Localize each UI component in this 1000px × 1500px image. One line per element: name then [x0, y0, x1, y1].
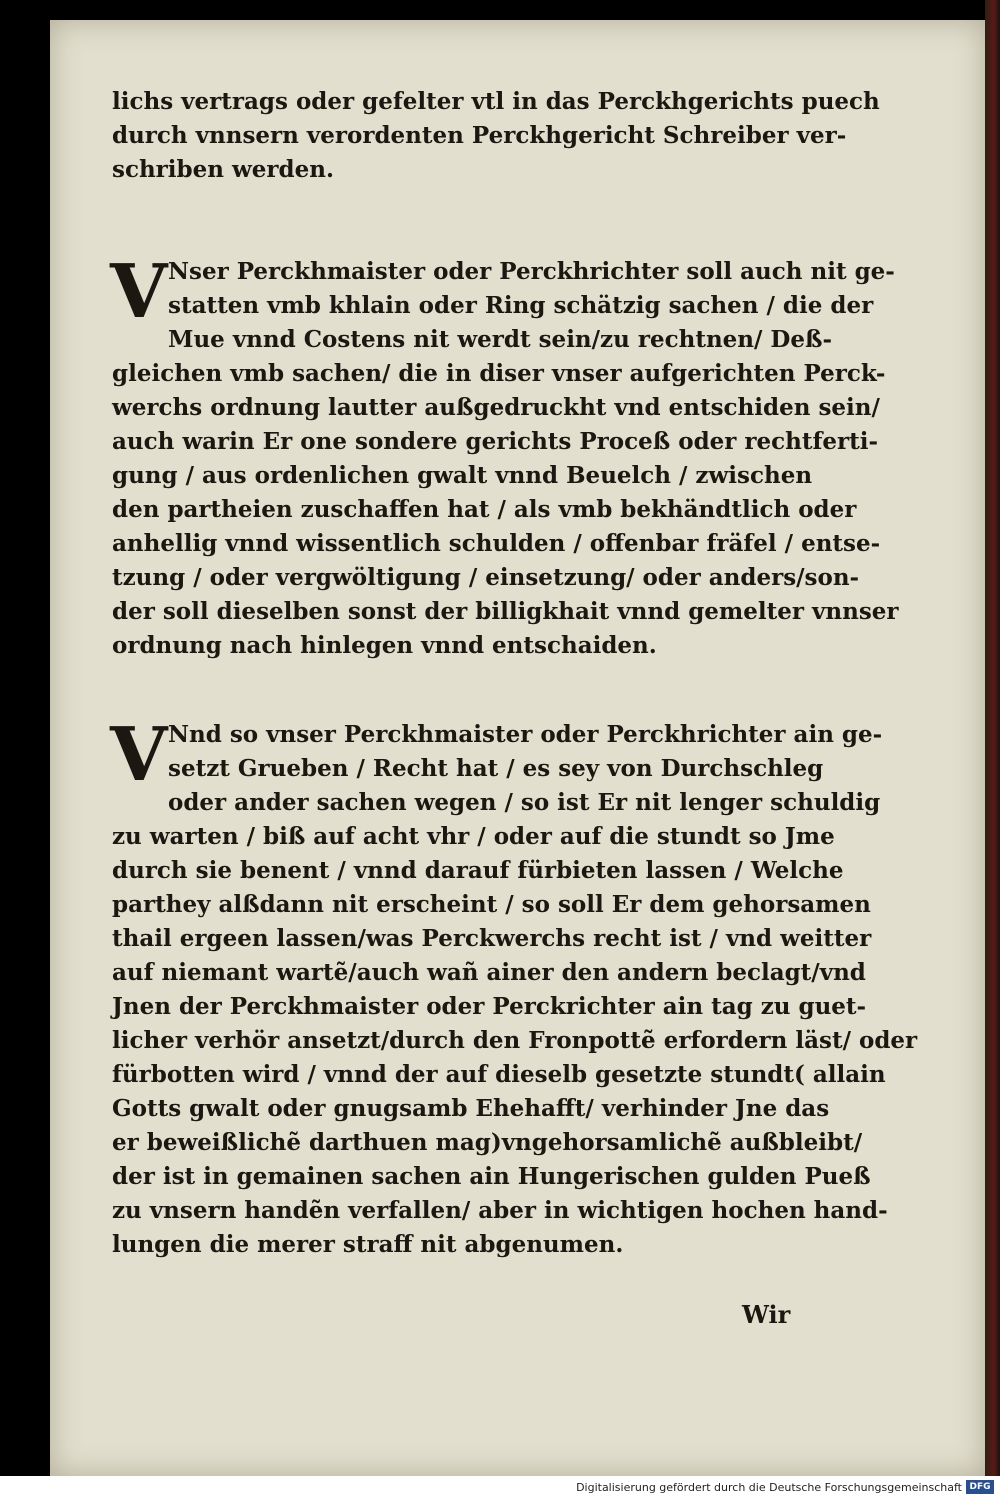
text-line: fürbotten wird / vnnd der auf dieselb gesetzte stundt( allain — [112, 1061, 886, 1088]
text-line: ordnung nach hinlegen vnnd entschaiden. — [112, 632, 657, 659]
text-line: zu warten / biß auf acht vhr / oder auf die stundt so Jme — [112, 823, 835, 850]
text-line: anhellig vnnd wissentlich schulden / offenbar fräfel / entse- — [112, 530, 881, 557]
text-line: durch vnnsern verordenten Perckhgericht Schreiber ver- — [112, 122, 847, 149]
text-line: gung / aus ordenlichen gwalt vnnd Beuelch / zwischen — [112, 462, 813, 489]
text-line: lichs vertrags oder gefelter vtl in das Perckhgerichts puech — [112, 88, 880, 115]
text-line: er beweißlichẽ darthuen mag)vngehorsamlichẽ außbleibt/ — [112, 1129, 863, 1156]
text-line: setzt Grueben / Recht hat / es sey von Durchschleg — [168, 755, 824, 782]
text-line: werchs ordnung lautter außgedruckht vnd entschiden sein/ — [112, 394, 880, 421]
text-line: Nnd so vnser Perckhmaister oder Perckhrichter ain ge- — [168, 721, 883, 748]
text-line: der soll dieselben sonst der billigkhait vnnd gemelter vnnser — [112, 598, 899, 625]
funding-credit: Digitalisierung gefördert durch die Deutsche Forschungsgemeinschaft — [576, 1481, 962, 1494]
text-line: den partheien zuschaffen hat / als vmb bekhändtlich oder — [112, 496, 857, 523]
book-spine-edge — [985, 0, 1000, 1476]
text-line: auf niemant wartẽ/auch wañ ainer den andern beclagt/vnd — [112, 959, 866, 986]
text-line: zu vnsern handẽn verfallen/ aber in wichtigen hochen hand- — [112, 1197, 888, 1224]
text-line: Jnen der Perckhmaister oder Perckrichter ain tag zu guet- — [112, 993, 867, 1020]
text-line: lungen die merer straff nit abgenumen. — [112, 1231, 624, 1258]
text-line: auch warin Er one sondere gerichts Proceß oder rechtferti- — [112, 428, 879, 455]
text-line: Nser Perckhmaister oder Perckhrichter soll auch nit ge- — [168, 258, 895, 285]
drop-cap-initial: V — [110, 712, 168, 798]
catchword: Wir — [742, 1300, 791, 1329]
text-line: Mue vnnd Costens nit werdt sein/zu rechtnen/ Deß- — [168, 326, 833, 353]
text-line: tzung / oder vergwöltigung / einsetzung/ oder anders/son- — [112, 564, 860, 591]
paragraph-2 — [110, 249, 899, 663]
text-line: gleichen vmb sachen/ die in diser vnser aufgerichten Perck- — [112, 360, 886, 387]
paragraph-3 — [110, 712, 918, 1262]
text-line: oder ander sachen wegen / so ist Er nit lenger schuldig — [168, 789, 881, 816]
text-line: schriben werden. — [112, 156, 334, 183]
drop-cap-initial: V — [110, 249, 168, 335]
text-line: statten vmb khlain oder Ring schätzig sachen / die der — [168, 292, 874, 319]
paragraph-1 — [112, 85, 880, 187]
text-line: thail ergeen lassen/was Perckwerchs recht ist / vnd weitter — [112, 925, 872, 952]
dfg-logo-icon: DFG — [966, 1480, 994, 1494]
text-line: licher verhör ansetzt/durch den Fronpottẽ erfordern läst/ oder — [112, 1027, 918, 1054]
text-line: durch sie benent / vnnd darauf fürbieten lassen / Welche — [112, 857, 844, 884]
text-line: der ist in gemainen sachen ain Hungerischen gulden Pueß — [112, 1163, 871, 1190]
text-line: parthey alßdann nit erscheint / so soll Er dem gehorsamen — [112, 891, 871, 918]
text-line: Gotts gwalt oder gnugsamb Ehehafft/ verhinder Jne das — [112, 1095, 830, 1122]
